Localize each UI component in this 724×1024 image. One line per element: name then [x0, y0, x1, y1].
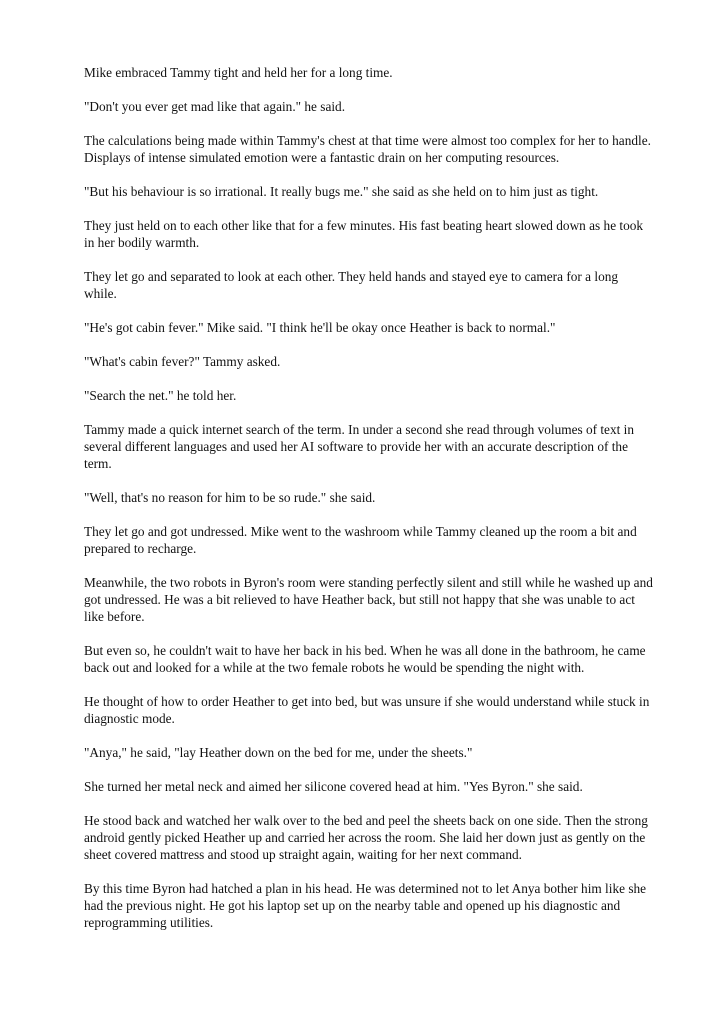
paragraph: "But his behaviour is so irrational. It really bugs me." she said as she held on to him just as tight.: [84, 184, 599, 199]
paragraph: The calculations being made within Tammy's chest at that time were almost too complex for her to handle. Displays of intense simulated emotion were a fantastic drain on her computing resources.: [84, 133, 651, 165]
paragraph: They let go and got undressed. Mike went to the washroom while Tammy cleaned up the room a bit and prepared to recharge.: [84, 524, 637, 556]
paragraph: They just held on to each other like that for a few minutes. His fast beating heart slowed down as he took in her bodily warmth.: [84, 218, 644, 250]
document-page: [84, 64, 654, 948]
paragraph: "Well, that's no reason for him to be so rude." she said.: [84, 490, 376, 505]
paragraph: She turned her metal neck and aimed her silicone covered head at him. "Yes Byron." she said.: [84, 779, 583, 794]
paragraph: Meanwhile, the two robots in Byron's room were standing perfectly silent and still while he washed up and got undressed. He was a bit relieved to have Heather back, but still not happy that she was unable to act like before.: [84, 575, 653, 624]
paragraph: "He's got cabin fever." Mike said. "I think he'll be okay once Heather is back to normal.": [84, 320, 556, 335]
paragraph: "Don't you ever get mad like that again." he said.: [84, 99, 346, 114]
paragraph: By this time Byron had hatched a plan in his head. He was determined not to let Anya bother him like she had the previous night. He got his laptop set up on the nearby table and opened up his diagnostic and reprogramming utilities.: [84, 881, 647, 930]
paragraph: "Search the net." he told her.: [84, 388, 237, 403]
paragraph: He stood back and watched her walk over to the bed and peel the sheets back on one side. Then the strong android gently picked Heather up and carried her across the room. She laid her down just as gently on the sheet covered mattress and stood up straight again, waiting for her next command.: [84, 813, 648, 862]
paragraph: Mike embraced Tammy tight and held her for a long time.: [84, 65, 393, 80]
paragraph: "Anya," he said, "lay Heather down on the bed for me, under the sheets.": [84, 745, 473, 760]
paragraph: He thought of how to order Heather to get into bed, but was unsure if she would understand while stuck in diagnostic mode.: [84, 694, 650, 726]
paragraph: "What's cabin fever?" Tammy asked.: [84, 354, 281, 369]
paragraph: But even so, he couldn't wait to have her back in his bed. When he was all done in the bathroom, he came back out and looked for a while at the two female robots he would be spending the night with.: [84, 643, 646, 675]
paragraph: They let go and separated to look at each other. They held hands and stayed eye to camera for a long while.: [84, 269, 619, 301]
paragraph: Tammy made a quick internet search of the term. In under a second she read through volumes of text in several different languages and used her AI software to provide her with an accurate description of the term.: [84, 422, 634, 471]
